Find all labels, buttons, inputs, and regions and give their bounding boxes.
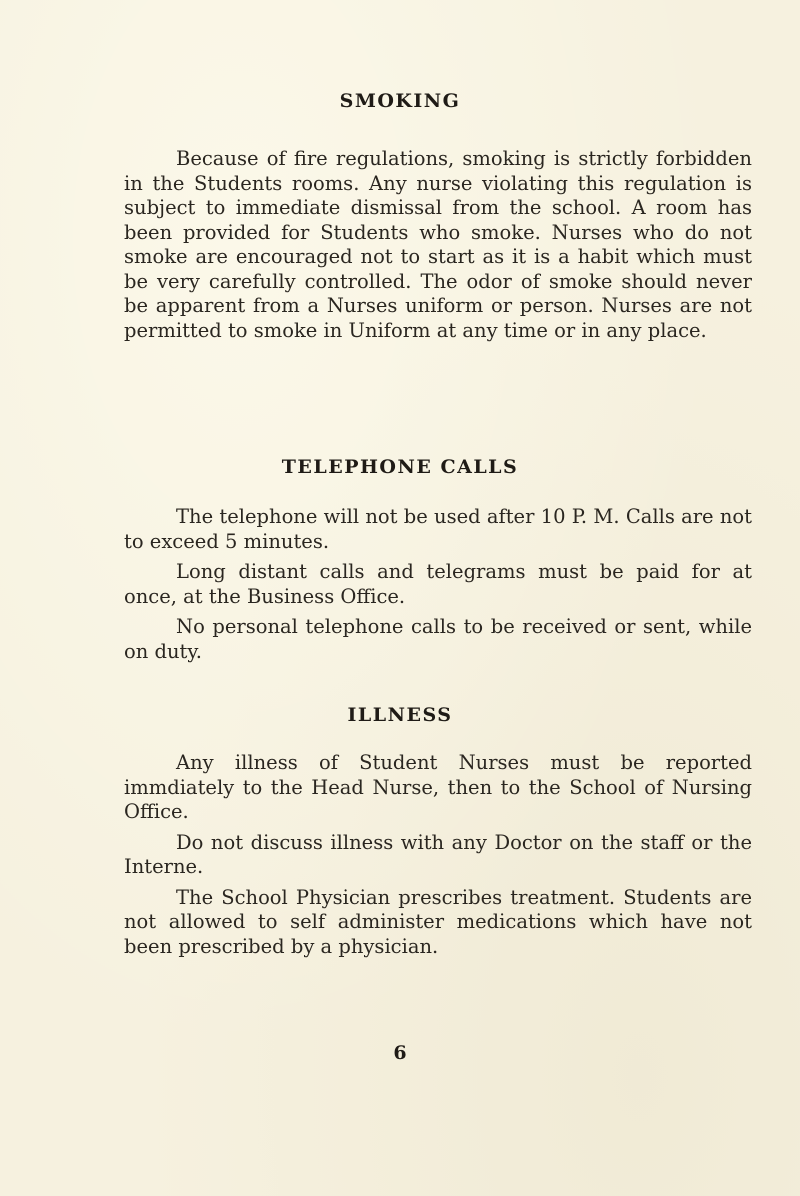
paragraph: The School Physician prescribes treatment. Students are not allowed to self administer medications which have not been prescribed by a physician.: [124, 885, 752, 958]
paragraph: Do not discuss illness with any Doctor on the staff or the Interne.: [124, 830, 752, 878]
section-body-telephone-calls: [124, 505, 752, 670]
section-heading-illness: ILLNESS: [347, 704, 453, 726]
paragraph: The telephone will not be used after 10 P. M. Calls are not to exceed 5 minutes.: [124, 505, 752, 553]
paragraph: Long distant calls and telegrams must be paid for at once, at the Business Office.: [124, 560, 752, 608]
section-heading-smoking: SMOKING: [339, 90, 461, 112]
page-number: 6: [393, 1042, 407, 1064]
paragraph: Because of fire regulations, smoking is strictly forbidden in the Students rooms. Any nurse violating this regulation is subject to immediate dismissal from the school. A room has been provided for Students who smoke. Nurses who do not smoke are encouraged not to start as it is a habit which must be very carefully controlled. The odor of smoke should never be apparent from a Nurses uniform or person. Nurses are not permitted to smoke in Uniform at any time or in any place.: [124, 147, 752, 342]
section-body-illness: [124, 751, 752, 965]
section-body-smoking: [124, 147, 752, 349]
paragraph: No personal telephone calls to be received or sent, while on duty.: [124, 615, 752, 663]
section-heading-telephone-calls: TELEPHONE CALLS: [281, 456, 519, 478]
paragraph: Any illness of Student Nurses must be reported immdiately to the Head Nurse, then to the School of Nursing Office.: [124, 751, 752, 823]
